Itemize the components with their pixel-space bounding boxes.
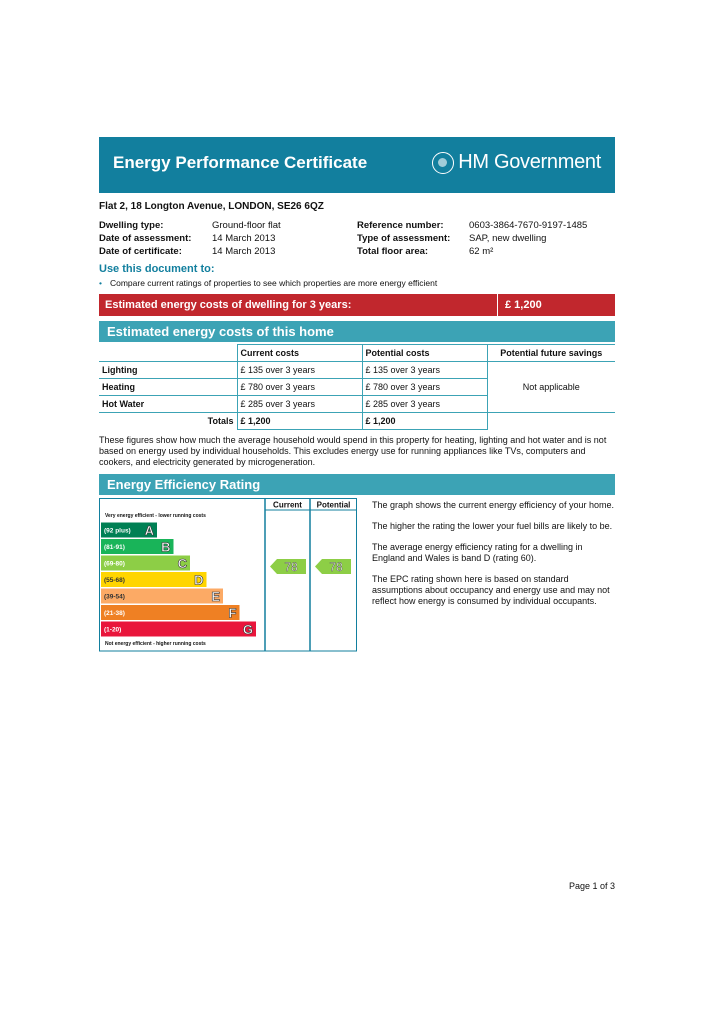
detail-value: 14 March 2013	[212, 246, 276, 257]
eer-section-title: Energy Efficiency Rating	[107, 477, 261, 492]
band-letter: E	[211, 589, 220, 604]
table-row	[99, 362, 615, 379]
cell-current: £ 780 over 3 years	[237, 379, 362, 396]
detail-row	[357, 245, 587, 258]
rating-band-d	[101, 572, 207, 588]
eer-text: The graph shows the current energy efficiency of your home.	[372, 500, 614, 510]
details-left	[99, 219, 281, 258]
detail-value: 14 March 2013	[212, 233, 276, 244]
totals-current: £ 1,200	[237, 413, 362, 430]
detail-row	[99, 232, 281, 245]
energy-efficiency-chart	[99, 498, 357, 652]
band-range-label: (69-80)	[104, 560, 125, 568]
table-header-row	[99, 345, 615, 362]
not-efficient-label: Not energy efficient - higher running costs	[105, 641, 206, 647]
band-letter: C	[177, 556, 187, 571]
eer-text: The average energy efficiency rating for a dwelling in England and Wales is band D (rating 60).	[372, 542, 583, 563]
use-heading: Use this document to:	[99, 263, 215, 275]
estimated-costs-value: £ 1,200	[505, 299, 542, 311]
col-potential-costs: Potential costs	[362, 345, 487, 362]
col-current-costs: Current costs	[237, 345, 362, 362]
totals-potential: £ 1,200	[362, 413, 487, 430]
cell-potential: £ 780 over 3 years	[362, 379, 487, 396]
potential-rating-arrow	[315, 559, 351, 574]
rating-band-b	[101, 539, 174, 555]
bar-divider	[497, 294, 498, 316]
detail-row	[357, 219, 587, 232]
hm-government-text: HM Government	[458, 151, 601, 173]
eer-text: The higher the rating the lower your fuel bills are likely to be.	[372, 521, 613, 531]
use-bullet-text: Compare current ratings of properties to see which properties are more energy efficient	[109, 278, 438, 288]
page-number: Page 1 of 3	[569, 881, 616, 891]
document-title: Energy Performance Certificate	[113, 153, 368, 172]
use-bullet	[99, 278, 437, 288]
eer-text: The EPC rating shown here is based on standard assumptions about occupancy and energy use and may not reflect how energy is consumed by individual occupants.	[372, 574, 610, 606]
totals-label: Totals	[99, 413, 237, 430]
totals-row	[99, 413, 615, 430]
detail-value: Ground-floor flat	[212, 220, 281, 231]
cell-potential: £ 135 over 3 years	[362, 362, 487, 379]
band-range-label: (92 plus)	[104, 527, 131, 535]
detail-value: 0603-3864-7670-9197-1485	[469, 220, 588, 231]
band-range-label: (1-20)	[104, 626, 122, 634]
property-address: Flat 2, 18 Longton Avenue, LONDON, SE26 6QZ	[99, 201, 324, 212]
detail-label: Type of assessment:	[357, 233, 451, 244]
costs-table	[99, 344, 615, 430]
eer-section-header	[99, 474, 615, 495]
detail-value: 62 m²	[469, 246, 494, 257]
rating-band-a	[101, 523, 157, 539]
row-label: Heating	[99, 379, 237, 396]
rating-band-g	[101, 622, 256, 638]
band-bar	[101, 622, 256, 637]
eer-explanation	[372, 500, 617, 617]
band-range-label: (55-68)	[104, 577, 125, 584]
band-range-label: (81-91)	[104, 544, 125, 551]
band-range-label: (21-38)	[104, 610, 125, 617]
detail-label: Reference number:	[357, 220, 444, 231]
col-potential-savings: Potential future savings	[487, 345, 615, 362]
col-potential-label: Potential	[316, 500, 351, 510]
rating-band-c	[101, 556, 190, 572]
detail-row	[99, 219, 281, 232]
detail-label: Total floor area:	[357, 246, 429, 257]
royal-crest-icon	[432, 152, 454, 174]
detail-value: SAP, new dwelling	[469, 233, 547, 244]
details-right	[357, 219, 587, 258]
estimated-costs-bar	[99, 294, 615, 316]
col-current-label: Current	[273, 500, 302, 510]
costs-note: These figures show how much the average household would spend in this property for heating, lighting and hot water and is not based on energy used by individual households. This excludes energy use for running appliances like TVs, computers and cookers, and electricity generated by microgeneration.	[99, 435, 607, 467]
estimated-costs-label: Estimated energy costs of dwelling for 3 years:	[105, 299, 352, 311]
empty-cell	[487, 413, 615, 430]
rating-arrow-value: 78	[329, 560, 343, 574]
band-letter: A	[144, 523, 154, 538]
epc-header-banner	[99, 137, 615, 193]
band-letter: B	[161, 539, 171, 555]
hm-government-logo	[432, 151, 601, 174]
detail-row	[99, 245, 281, 258]
cell-current: £ 285 over 3 years	[237, 396, 362, 413]
very-efficient-label: Very energy efficient - lower running costs	[105, 513, 206, 519]
band-letter: D	[194, 572, 204, 588]
rating-arrow-value: 78	[284, 560, 298, 574]
bullet-icon: •	[99, 278, 102, 288]
detail-label: Dwelling type:	[99, 220, 164, 231]
rating-band-f	[101, 605, 240, 621]
band-letter: G	[242, 622, 253, 637]
detail-row	[357, 232, 587, 245]
band-range-label: (39-54)	[104, 593, 125, 601]
costs-section-title: Estimated energy costs of this home	[107, 324, 334, 339]
detail-label: Date of certificate:	[99, 246, 182, 257]
cell-potential: £ 285 over 3 years	[362, 396, 487, 413]
costs-section-header	[99, 321, 615, 342]
row-label: Lighting	[99, 362, 237, 379]
row-label: Hot Water	[99, 396, 237, 413]
current-rating-arrow	[270, 559, 306, 574]
empty-header-cell	[99, 345, 237, 362]
cell-savings: Not applicable	[487, 362, 615, 413]
detail-label: Date of assessment:	[99, 233, 192, 244]
band-letter: F	[228, 605, 237, 621]
rating-band-e	[101, 589, 223, 605]
cell-current: £ 135 over 3 years	[237, 362, 362, 379]
